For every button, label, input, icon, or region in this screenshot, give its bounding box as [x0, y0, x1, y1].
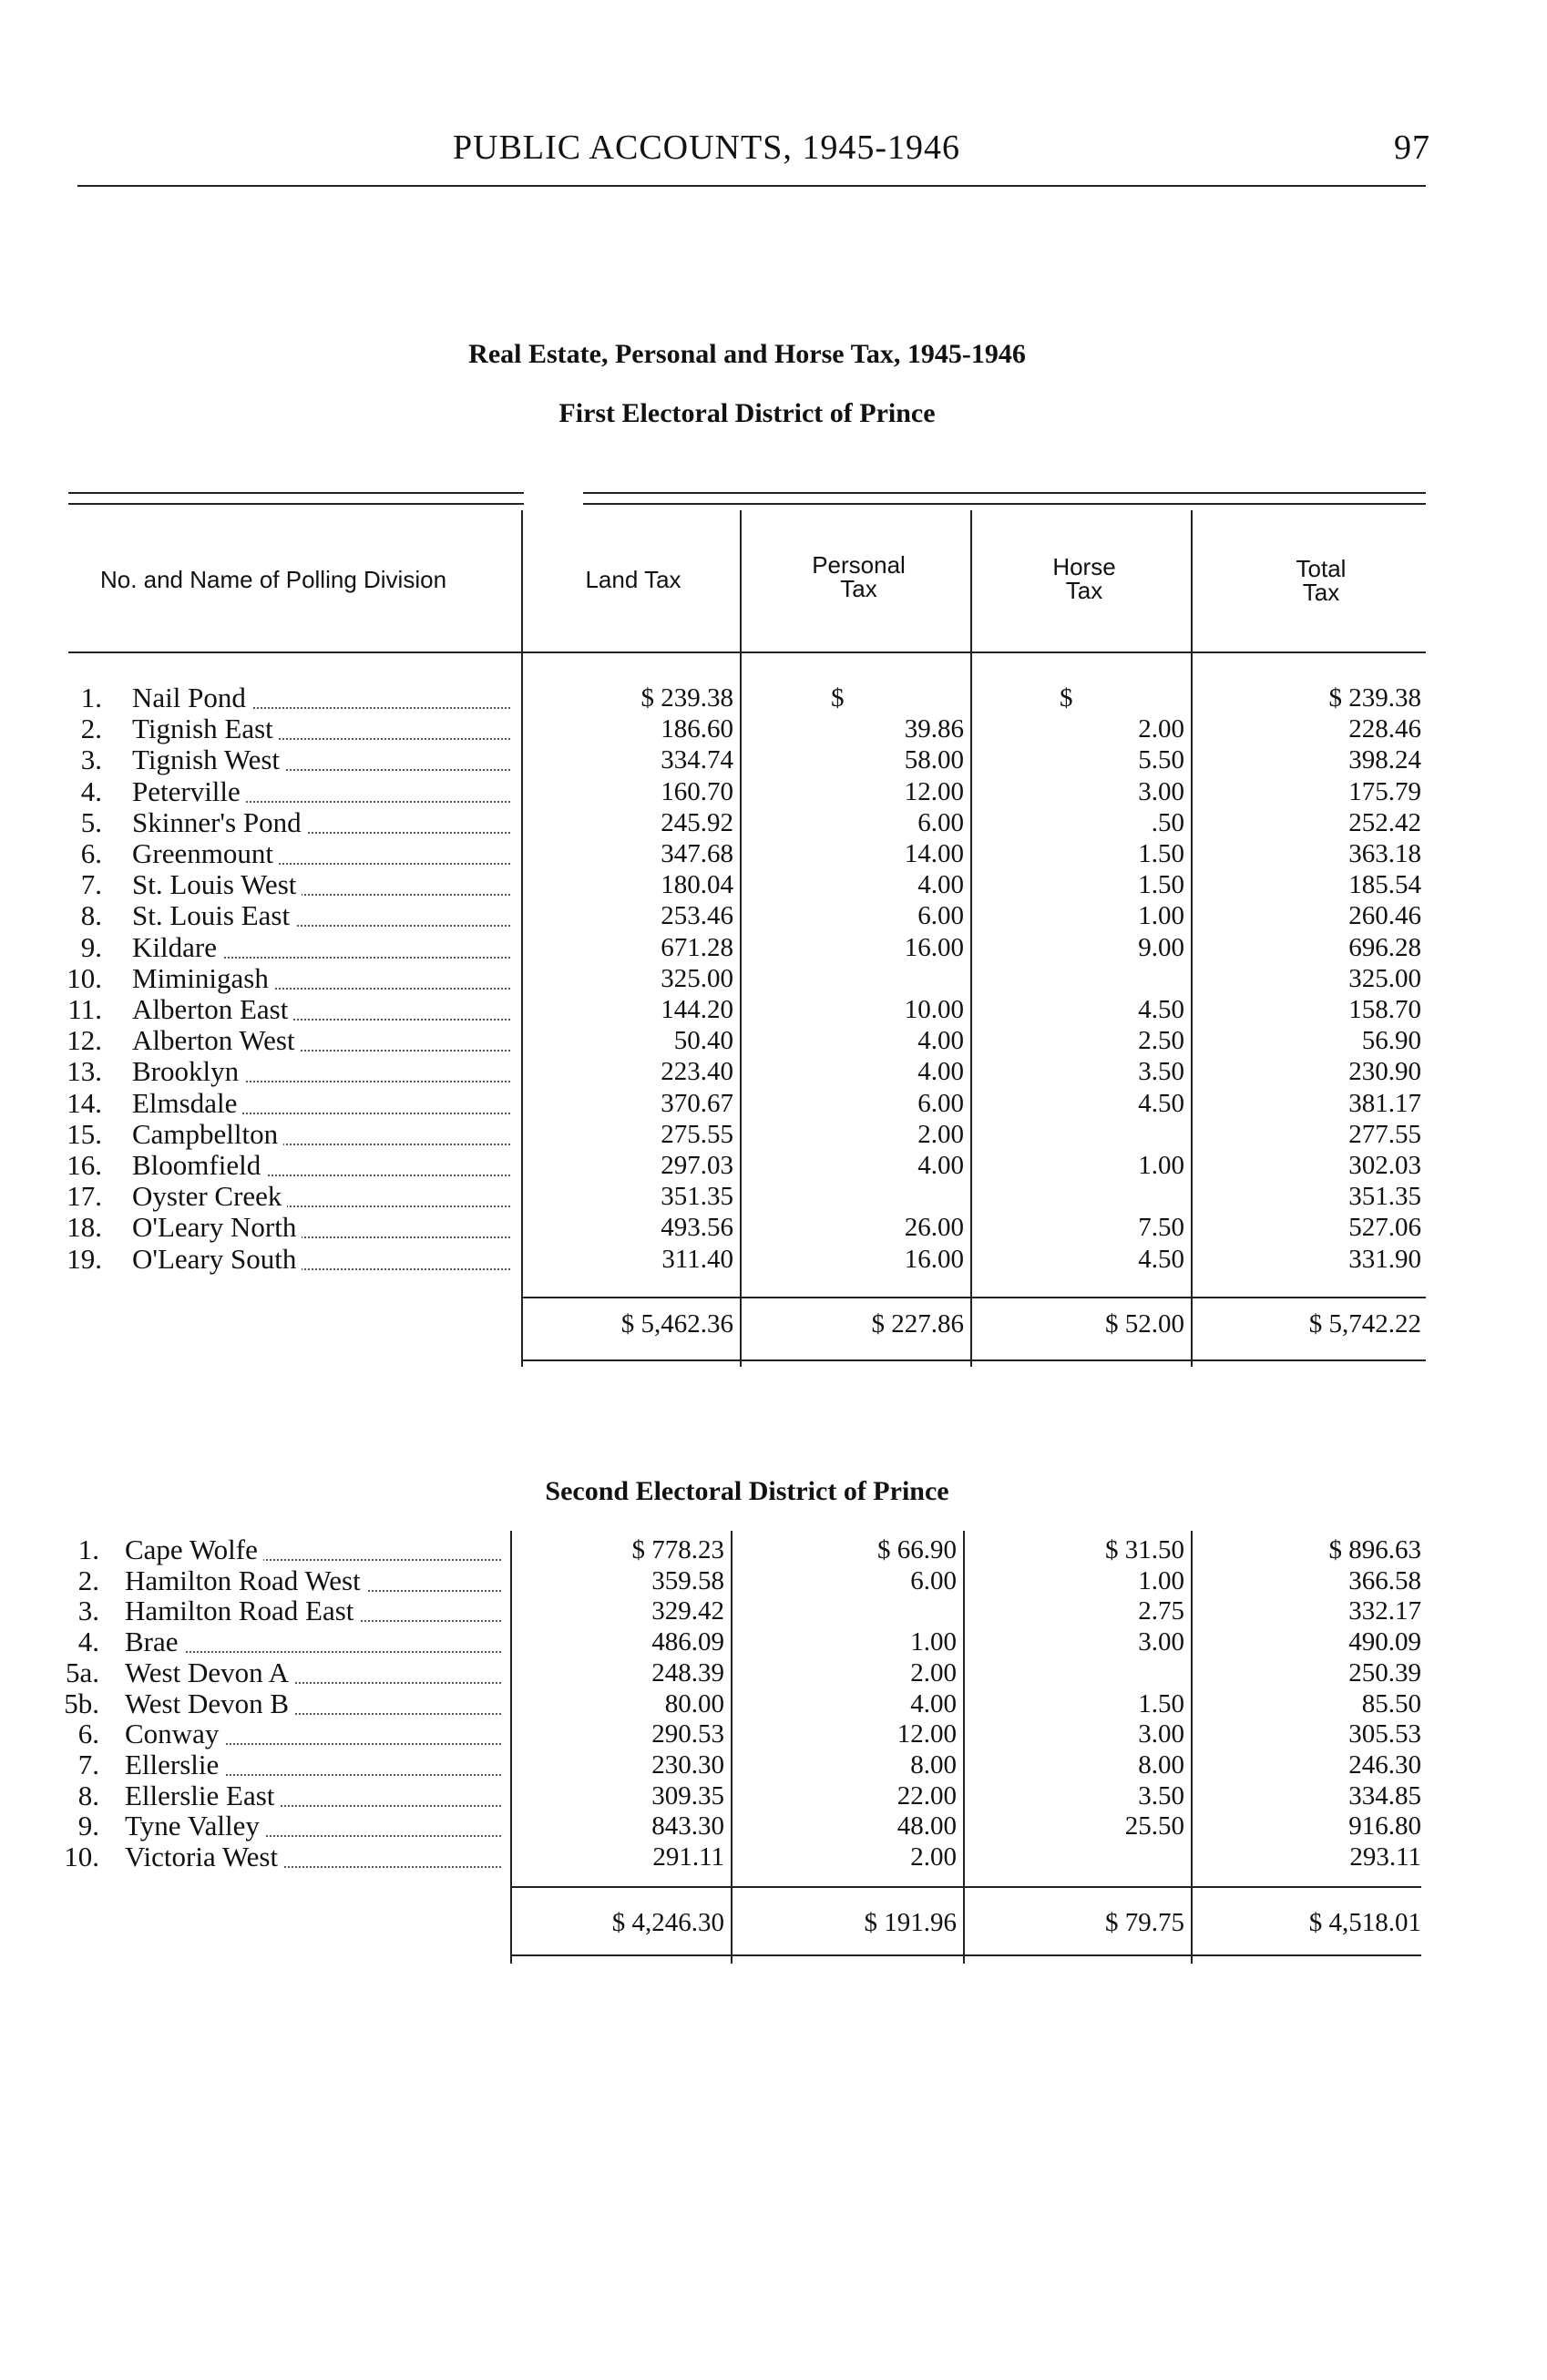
personal-tax-cell: 1.00 — [910, 1627, 957, 1657]
column-rule — [510, 1531, 512, 1964]
horse-tax-cell: 1.50 — [1138, 839, 1184, 868]
table-top-rule — [68, 492, 524, 494]
horse-tax-cell: 5.50 — [1138, 745, 1184, 775]
row-number: 14. — [67, 1086, 102, 1119]
polling-division-name: Hamilton Road West — [125, 1565, 366, 1596]
second-total-total: $ 4,518.01 — [1308, 1908, 1421, 1937]
polling-division-name: Ellerslie East — [125, 1780, 280, 1811]
totals-bottom-rule — [510, 1954, 1421, 1956]
polling-division-name: Peterville — [132, 776, 246, 807]
total-tax-cell: 246.30 — [1348, 1749, 1421, 1780]
polling-division-name: Tignish West — [132, 744, 285, 775]
polling-division-name: Victoria West — [125, 1841, 283, 1872]
land-tax-cell: 309.35 — [651, 1780, 724, 1811]
row-number: 3. — [77, 1595, 99, 1627]
land-tax-cell: 297.03 — [661, 1151, 733, 1180]
total-tax-cell: 398.24 — [1348, 745, 1421, 775]
column-header-horse-line1: Horse — [1052, 553, 1116, 580]
total-tax-cell: 260.46 — [1348, 901, 1421, 931]
total-tax-cell: 305.53 — [1348, 1719, 1421, 1749]
table-top-rule — [68, 503, 524, 505]
column-header-total-line2: Tax — [1302, 579, 1340, 606]
polling-division-name: Kildare — [132, 932, 222, 963]
land-tax-cell: 180.04 — [661, 870, 733, 900]
column-rule — [731, 1531, 733, 1964]
first-total-personal: $ 227.86 — [871, 1309, 964, 1339]
horse-tax-cell: 1.00 — [1138, 1565, 1184, 1595]
polling-division-name: O'Leary North — [132, 1212, 302, 1243]
horse-tax-cell: 4.50 — [1138, 995, 1184, 1024]
row-number: 8. — [80, 899, 102, 932]
land-tax-cell: 334.74 — [661, 745, 733, 775]
total-tax-cell: 302.03 — [1348, 1151, 1421, 1180]
total-tax-cell: 331.90 — [1348, 1244, 1421, 1274]
horse-tax-cell: 25.50 — [1124, 1811, 1184, 1841]
row-number: 4. — [80, 775, 102, 807]
total-tax-cell: 916.80 — [1348, 1811, 1421, 1841]
column-header-land: Land Tax — [585, 566, 681, 593]
row-number: 2. — [80, 713, 102, 745]
column-header-total-line1: Total — [1296, 555, 1347, 582]
polling-division-name: O'Leary South — [132, 1244, 302, 1275]
land-tax-cell: 359.58 — [651, 1565, 724, 1595]
personal-tax-cell: 2.00 — [917, 1119, 964, 1149]
land-tax-cell: 329.42 — [651, 1596, 724, 1626]
personal-tax-cell: 4.00 — [917, 1151, 964, 1180]
polling-division-name: Bloomfield — [132, 1150, 266, 1181]
total-tax-cell: 228.46 — [1348, 714, 1421, 744]
polling-division-name: Alberton East — [132, 994, 293, 1025]
district-title-second: Second Electoral District of Prince — [545, 1476, 949, 1506]
row-number: 17. — [67, 1180, 102, 1213]
polling-division-name: Skinner's Pond — [132, 807, 307, 838]
row-number: 1. — [77, 1534, 99, 1565]
land-tax-cell: 223.40 — [661, 1057, 733, 1087]
land-tax-cell: 248.39 — [651, 1657, 724, 1688]
personal-tax-cell: 16.00 — [904, 932, 964, 962]
personal-tax-cell: 6.00 — [910, 1565, 957, 1595]
row-number: 6. — [77, 1718, 99, 1750]
total-tax-cell: 250.39 — [1348, 1657, 1421, 1688]
polling-division-name: Miminigash — [132, 963, 274, 994]
land-tax-cell: 230.30 — [651, 1749, 724, 1780]
horse-tax-cell: 2.75 — [1138, 1596, 1184, 1626]
land-tax-cell: $ 778.23 — [631, 1535, 724, 1564]
row-number: 19. — [67, 1242, 102, 1275]
personal-tax-cell: $ 66.90 — [877, 1535, 957, 1564]
land-tax-cell: 245.92 — [661, 807, 733, 837]
land-tax-cell: 290.53 — [651, 1719, 724, 1749]
horse-tax-cell: 4.50 — [1138, 1244, 1184, 1274]
horse-tax-cell: 3.00 — [1138, 1719, 1184, 1749]
row-number: 16. — [67, 1149, 102, 1181]
horse-tax-cell: 2.00 — [1138, 714, 1184, 744]
personal-tax-cell: 58.00 — [904, 745, 964, 775]
row-number: 18. — [67, 1211, 102, 1244]
polling-division-name: Brae — [125, 1626, 184, 1657]
personal-tax-cell: 12.00 — [904, 776, 964, 806]
land-tax-cell: 843.30 — [651, 1811, 724, 1841]
dollar-sign-personal: $ — [831, 683, 845, 713]
personal-tax-cell: 26.00 — [904, 1213, 964, 1243]
totals-rule — [510, 1886, 1421, 1888]
polling-division-name: St. Louis East — [132, 900, 295, 931]
row-number: 10. — [67, 961, 102, 994]
polling-division-name: Conway — [125, 1718, 224, 1749]
page-title: Real Estate, Personal and Horse Tax, 1945-1946 — [468, 339, 1026, 369]
header-rule — [77, 185, 1426, 187]
polling-division-name: Elmsdale — [132, 1088, 242, 1119]
polling-division-name: West Devon A — [125, 1657, 294, 1688]
land-tax-cell: 351.35 — [661, 1182, 733, 1212]
row-number: 6. — [80, 837, 102, 869]
personal-tax-cell: 4.00 — [917, 1026, 964, 1056]
horse-tax-cell: 8.00 — [1138, 1749, 1184, 1780]
total-tax-cell: 293.11 — [1349, 1842, 1421, 1872]
total-tax-cell: 351.35 — [1348, 1182, 1421, 1212]
total-tax-cell: 381.17 — [1348, 1088, 1421, 1118]
total-tax-cell: 490.09 — [1348, 1627, 1421, 1657]
personal-tax-cell: 12.00 — [896, 1719, 957, 1749]
total-tax-cell: 332.17 — [1348, 1596, 1421, 1626]
total-tax-cell: 185.54 — [1348, 870, 1421, 900]
land-tax-cell: 275.55 — [661, 1119, 733, 1149]
polling-division-name: Tyne Valley — [125, 1811, 265, 1841]
first-total-total: $ 5,742.22 — [1308, 1309, 1421, 1339]
row-number: 11. — [67, 993, 102, 1025]
row-number: 5b. — [64, 1687, 99, 1719]
horse-tax-cell: 3.00 — [1138, 1627, 1184, 1657]
column-header-horse — [975, 555, 1194, 602]
column-header-personal — [743, 553, 975, 600]
polling-division-name: Hamilton Road East — [125, 1595, 359, 1626]
row-number: 2. — [77, 1564, 99, 1596]
running-header: PUBLIC ACCOUNTS, 1945-1946 — [453, 128, 960, 167]
first-total-horse: $ 52.00 — [1105, 1309, 1184, 1339]
personal-tax-cell: 2.00 — [910, 1657, 957, 1688]
horse-tax-cell: 2.50 — [1138, 1026, 1184, 1056]
total-tax-cell: 527.06 — [1348, 1213, 1421, 1243]
land-tax-cell: 80.00 — [664, 1688, 724, 1718]
horse-tax-cell: 1.00 — [1138, 901, 1184, 931]
personal-tax-cell: 6.00 — [917, 901, 964, 931]
total-tax-cell: $ 896.63 — [1328, 1535, 1421, 1564]
horse-tax-cell: 1.50 — [1138, 1688, 1184, 1718]
personal-tax-cell: 4.00 — [917, 870, 964, 900]
land-tax-cell: 144.20 — [661, 995, 733, 1024]
column-rule — [740, 510, 742, 1367]
total-tax-cell: 363.18 — [1348, 839, 1421, 868]
horse-tax-cell: 4.50 — [1138, 1088, 1184, 1118]
second-total-horse: $ 79.75 — [1105, 1908, 1184, 1937]
land-tax-cell: 186.60 — [661, 714, 733, 744]
row-number: 12. — [67, 1024, 102, 1057]
land-tax-cell: 493.56 — [661, 1213, 733, 1243]
column-header-total — [1194, 557, 1449, 604]
personal-tax-cell: 22.00 — [896, 1780, 957, 1811]
horse-tax-cell: .50 — [1151, 807, 1184, 837]
horse-tax-cell: 7.50 — [1138, 1213, 1184, 1243]
column-header-horse-line2: Tax — [1065, 577, 1103, 604]
column-rule — [970, 510, 972, 1367]
column-header-personal-line1: Personal — [812, 551, 906, 579]
column-rule — [963, 1531, 965, 1964]
land-tax-cell: $ 239.38 — [640, 683, 733, 713]
polling-division-name: Cape Wolfe — [125, 1534, 263, 1565]
polling-division-name: Campbellton — [132, 1119, 283, 1150]
total-tax-cell: 696.28 — [1348, 932, 1421, 962]
polling-division-name: St. Louis West — [132, 869, 302, 900]
row-number: 13. — [67, 1055, 102, 1088]
land-tax-cell: 671.28 — [661, 932, 733, 962]
horse-tax-cell: $ 31.50 — [1105, 1535, 1184, 1564]
column-header-personal-line2: Tax — [840, 575, 877, 602]
polling-division-name: Greenmount — [132, 838, 279, 869]
row-number: 9. — [80, 930, 102, 963]
total-tax-cell: 56.90 — [1361, 1026, 1421, 1056]
land-tax-cell: 311.40 — [661, 1244, 733, 1274]
land-tax-cell: 486.09 — [651, 1627, 724, 1657]
personal-tax-cell: 39.86 — [904, 714, 964, 744]
horse-tax-cell: 9.00 — [1138, 932, 1184, 962]
row-number: 7. — [77, 1748, 99, 1780]
table-top-rule — [583, 503, 1426, 505]
total-tax-cell: 175.79 — [1348, 776, 1421, 806]
polling-division-name: Ellerslie — [125, 1749, 224, 1780]
totals-rule — [521, 1297, 1426, 1298]
land-tax-cell: 50.40 — [673, 1026, 733, 1056]
horse-tax-cell: 3.00 — [1138, 776, 1184, 806]
personal-tax-cell: 8.00 — [910, 1749, 957, 1780]
polling-division-name: Tignish East — [132, 713, 279, 744]
column-rule — [521, 510, 523, 1367]
total-tax-cell: 158.70 — [1348, 995, 1421, 1024]
land-tax-cell: 291.11 — [652, 1842, 724, 1872]
row-number: 15. — [67, 1117, 102, 1150]
row-number: 1. — [80, 682, 102, 713]
page-number: 97 — [1394, 128, 1430, 167]
district-title-first: First Electoral District of Prince — [558, 398, 936, 428]
totals-bottom-rule — [521, 1359, 1426, 1361]
row-number: 9. — [77, 1810, 99, 1842]
column-rule — [1191, 1531, 1193, 1964]
land-tax-cell: 325.00 — [661, 963, 733, 993]
total-tax-cell: 85.50 — [1361, 1688, 1421, 1718]
row-number: 7. — [80, 868, 102, 901]
personal-tax-cell: 6.00 — [917, 807, 964, 837]
total-tax-cell: 334.85 — [1348, 1780, 1421, 1811]
total-tax-cell: 325.00 — [1348, 963, 1421, 993]
column-header-name: No. and Name of Polling Division — [99, 566, 447, 593]
horse-tax-cell: 1.00 — [1138, 1151, 1184, 1180]
personal-tax-cell: 2.00 — [910, 1842, 957, 1872]
second-total-personal: $ 191.96 — [864, 1908, 957, 1937]
horse-tax-cell: 3.50 — [1138, 1780, 1184, 1811]
header-divider — [68, 651, 1426, 653]
total-tax-cell: 366.58 — [1348, 1565, 1421, 1595]
polling-division-name: West Devon B — [125, 1688, 294, 1719]
personal-tax-cell: 4.00 — [910, 1688, 957, 1718]
land-tax-cell: 347.68 — [661, 839, 733, 868]
row-number: 8. — [77, 1779, 99, 1811]
personal-tax-cell: 4.00 — [917, 1057, 964, 1087]
personal-tax-cell: 6.00 — [917, 1088, 964, 1118]
polling-division-name: Alberton West — [132, 1025, 301, 1056]
total-tax-cell: 252.42 — [1348, 807, 1421, 837]
row-number: 3. — [80, 744, 102, 776]
total-tax-cell: 277.55 — [1348, 1119, 1421, 1149]
personal-tax-cell: 10.00 — [904, 995, 964, 1024]
total-tax-cell: $ 239.38 — [1328, 683, 1421, 713]
row-number: 10. — [64, 1841, 99, 1872]
total-tax-cell: 230.90 — [1348, 1057, 1421, 1087]
personal-tax-cell: 16.00 — [904, 1244, 964, 1274]
polling-division-name: Nail Pond — [132, 682, 251, 713]
row-number: 5. — [80, 805, 102, 838]
row-number: 4. — [77, 1626, 99, 1658]
land-tax-cell: 160.70 — [661, 776, 733, 806]
first-total-land: $ 5,462.36 — [620, 1309, 733, 1339]
personal-tax-cell: 48.00 — [896, 1811, 957, 1841]
dollar-sign-horse: $ — [1060, 683, 1073, 713]
horse-tax-cell: 1.50 — [1138, 870, 1184, 900]
second-total-land: $ 4,246.30 — [611, 1908, 724, 1937]
column-rule — [1191, 510, 1193, 1367]
land-tax-cell: 370.67 — [661, 1088, 733, 1118]
land-tax-cell: 253.46 — [661, 901, 733, 931]
polling-division-name: Brooklyn — [132, 1056, 244, 1087]
horse-tax-cell: 3.50 — [1138, 1057, 1184, 1087]
polling-division-name: Oyster Creek — [132, 1181, 287, 1212]
personal-tax-cell: 14.00 — [904, 839, 964, 868]
row-number: 5a. — [65, 1656, 99, 1688]
table-top-rule — [583, 492, 1426, 494]
